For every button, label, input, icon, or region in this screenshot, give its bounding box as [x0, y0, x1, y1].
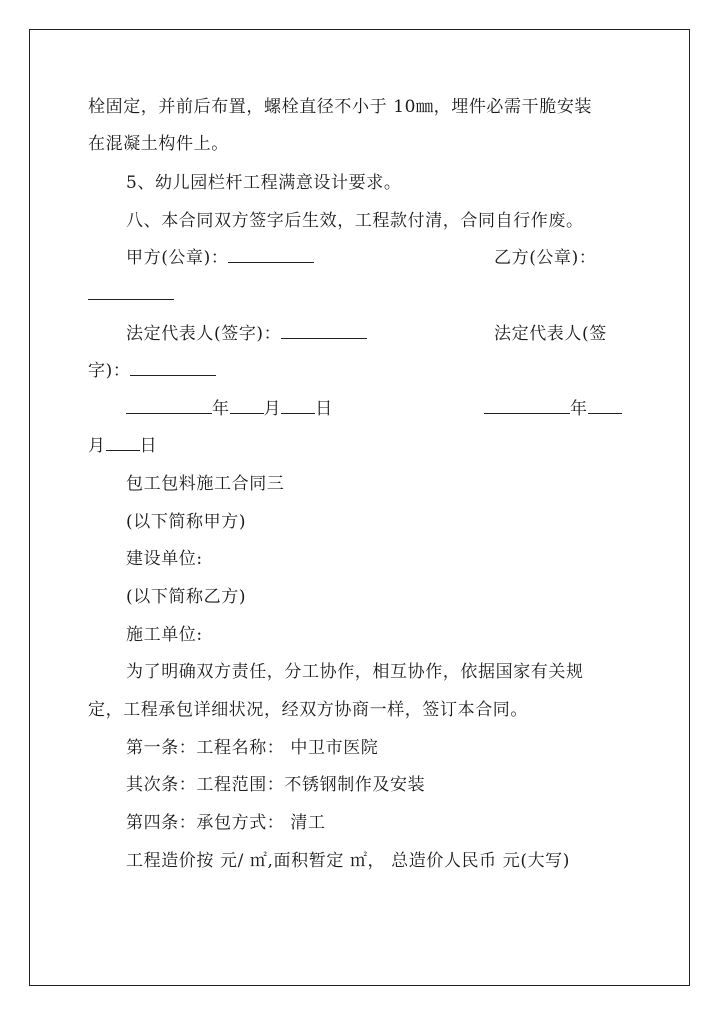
party-a-seal-label: 甲方(公章)：: [126, 248, 229, 268]
text-line: (以下简称乙方): [126, 587, 247, 607]
day-label: 日: [315, 399, 333, 419]
text-line: 工程造价按 元/ ㎡,面积暂定 ㎡， 总造价人民币 元(大写): [126, 851, 571, 871]
date-blank: [106, 435, 140, 451]
signature-blank: [281, 323, 367, 339]
signature-blank: [130, 360, 216, 376]
date-blank: [230, 398, 264, 414]
text-line: 施工单位:: [126, 625, 203, 645]
contract-title: 包工包料施工合同三: [126, 474, 285, 494]
year-label: 年: [212, 399, 230, 419]
date-line-a: [126, 398, 333, 420]
text-line: (以下简称甲方): [126, 512, 247, 532]
date-blank: [281, 398, 315, 414]
rep-a-label: 法定代表人(签字)：: [126, 324, 282, 344]
rep-b-label-part2: 字)：: [88, 361, 131, 381]
month-label: 月: [263, 399, 282, 419]
party-a-seal-line: [126, 247, 314, 269]
signature-blank: [228, 247, 314, 263]
text-line: 为了明确双方责任，分工协作，相互协作，依据国家有关规: [126, 662, 584, 682]
year-label: 年: [570, 399, 588, 419]
rep-b-line: [88, 360, 216, 382]
text-line: 定，工程承包详细状况，经双方协商一样，签订本合同。: [88, 700, 528, 720]
rep-a-line: [126, 323, 367, 345]
date-blank: [484, 398, 570, 414]
text-line: 八、本合同双方签字后生效，工程款付清，合同自行作废。: [126, 211, 584, 231]
text-line: 在混凝土构件上。: [88, 134, 229, 154]
date-line-b-cont: [88, 435, 157, 457]
text-line: 5、幼儿园栏杆工程满意设计要求。: [126, 173, 402, 193]
date-blank: [126, 398, 212, 414]
signature-blank: [88, 284, 174, 300]
date-blank: [588, 398, 622, 414]
text-line: 其次条：工程范围：不锈钢制作及安装: [126, 775, 426, 795]
text-line: 建设单位:: [126, 549, 203, 569]
party-b-seal-label: 乙方(公章)：: [494, 248, 597, 268]
month-label: 月: [88, 436, 106, 456]
day-label: 日: [139, 436, 158, 456]
text-line: 第一条：工程名称： 中卫市医院: [126, 738, 379, 758]
date-line-b: [484, 398, 622, 420]
text-line: 栓固定，并前后布置，螺栓直径不小于 10㎜，埋件必需干脆安装: [88, 97, 593, 117]
rep-b-label-part1: 法定代表人(签: [494, 324, 607, 344]
party-b-seal-line: [88, 284, 174, 306]
text-line: 第四条：承包方式： 清工: [126, 813, 326, 833]
